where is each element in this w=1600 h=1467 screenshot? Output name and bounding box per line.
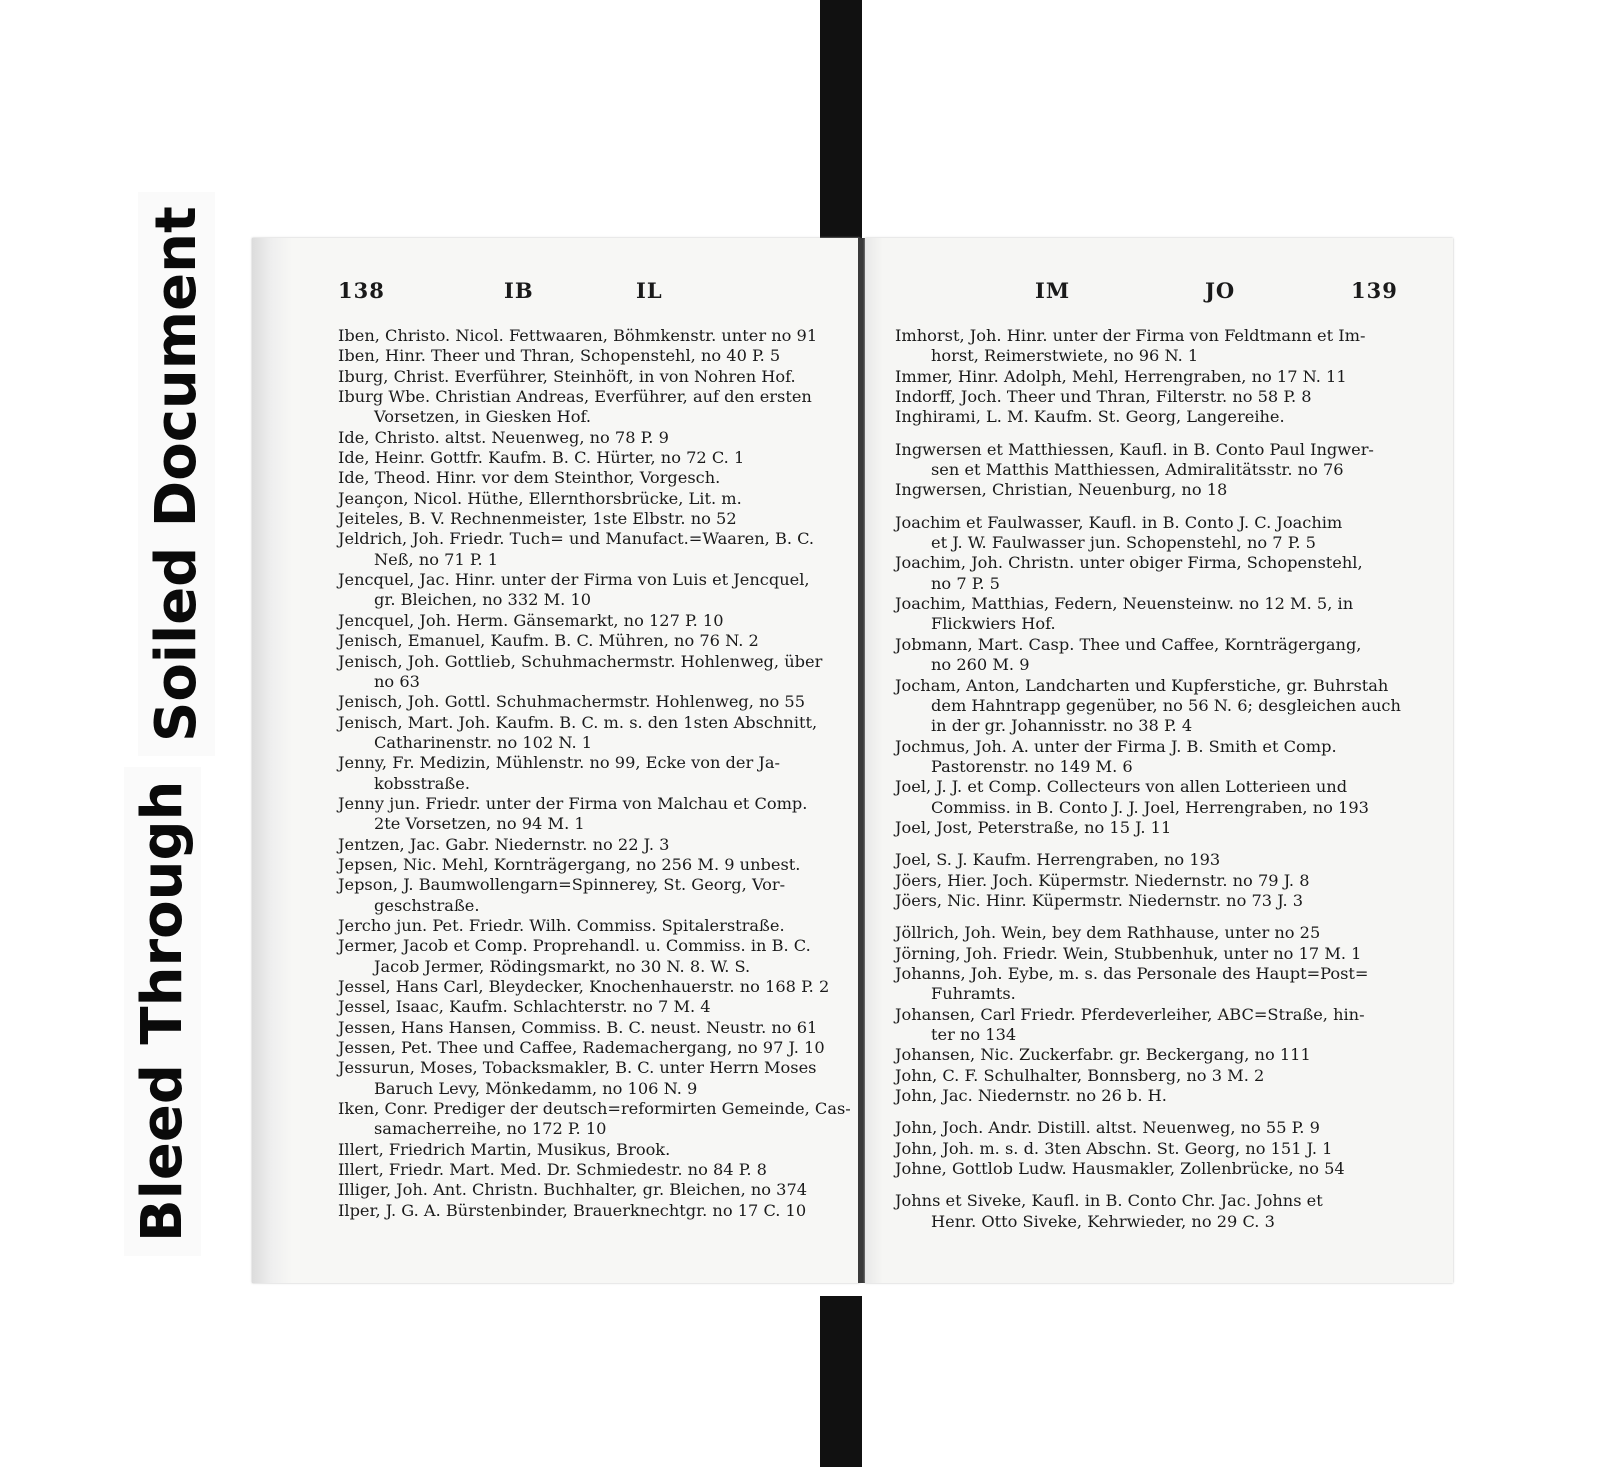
entry-gap bbox=[895, 911, 1411, 923]
entry-line: Iburg, Christ. Everführer, Steinhöft, in von Nohren Hof. bbox=[338, 366, 796, 386]
directory-entry bbox=[338, 753, 840, 794]
entry-line: Jenisch, Mart. Joh. Kaufm. B. C. m. s. den 1sten Abschnitt, bbox=[338, 712, 818, 732]
entry-line: Joel, J. J. et Comp. Collecteurs von allen Lotterieen und bbox=[895, 777, 1348, 797]
directory-entry bbox=[895, 1159, 1411, 1179]
directory-entry bbox=[895, 1191, 1411, 1232]
entry-line: Johns et Siveke, Kaufl. in B. Conto Chr. Jac. Johns et bbox=[895, 1191, 1323, 1211]
entry-line: Iburg Wbe. Christian Andreas, Everführer, auf den ersten bbox=[338, 387, 812, 407]
entry-line: Jöers, Hier. Joch. Küpermstr. Niedernstr. no 79 J. 8 bbox=[895, 870, 1310, 890]
directory-entry bbox=[338, 489, 840, 509]
directory-entry bbox=[338, 1180, 840, 1200]
entry-line: Jepson, J. Baumwollengarn=Spinnerey, St. Georg, Vor- bbox=[338, 875, 786, 895]
header-left-term: IB bbox=[504, 278, 534, 303]
directory-entry bbox=[895, 594, 1411, 635]
soiled-document-stamp: Soiled Document bbox=[138, 192, 215, 756]
entry-continuation-line: Catharinenstr. no 102 N. 1 bbox=[374, 732, 593, 752]
entry-line: Ide, Theod. Hinr. vor dem Steinthor, Vorgesch. bbox=[338, 468, 721, 488]
binding-strip-bottom bbox=[820, 1296, 862, 1467]
directory-entry bbox=[895, 1118, 1411, 1138]
entry-line: Jentzen, Jac. Gabr. Niedernstr. no 22 J. 3 bbox=[338, 834, 670, 854]
entry-line: Ilper, J. G. A. Bürstenbinder, Brauerknechtgr. no 17 C. 10 bbox=[338, 1200, 807, 1220]
left-page bbox=[252, 238, 860, 1283]
entry-line: Jenny, Fr. Medizin, Mühlenstr. no 99, Ecke von der Ja- bbox=[338, 753, 780, 773]
entry-line: Jeiteles, B. V. Rechnenmeister, 1ste Elbstr. no 52 bbox=[338, 509, 737, 529]
entry-line: Imhorst, Joh. Hinr. unter der Firma von Feldtmann et Im- bbox=[895, 326, 1366, 345]
entry-continuation-line: dem Hahntrapp gegenüber, no 56 N. 6; desgleichen auch bbox=[931, 695, 1401, 715]
entry-continuation-line: no 260 M. 9 bbox=[931, 655, 1030, 675]
directory-entry bbox=[338, 509, 840, 529]
binding-strip-top bbox=[820, 0, 862, 240]
directory-entry bbox=[338, 835, 840, 855]
entry-continuation-line: samacherreihe, no 172 P. 10 bbox=[374, 1119, 607, 1139]
entry-line: Jöllrich, Joh. Wein, bey dem Rathhause, unter no 25 bbox=[895, 923, 1321, 943]
directory-entry bbox=[338, 346, 840, 366]
entry-line: Jenisch, Joh. Gottl. Schuhmachermstr. Hohlenweg, no 55 bbox=[338, 692, 805, 712]
entry-continuation-line: in der gr. Johannisstr. no 38 P. 4 bbox=[931, 716, 1193, 736]
directory-entry bbox=[895, 818, 1411, 838]
entry-line: Johanns, Joh. Eybe, m. s. das Personale des Haupt=Post= bbox=[895, 963, 1369, 983]
entry-line: Jencquel, Joh. Herm. Gänsemarkt, no 127 P. 10 bbox=[338, 610, 724, 630]
right-page-header bbox=[865, 278, 1453, 308]
directory-entry bbox=[895, 923, 1411, 943]
entry-continuation-line: Flickwiers Hof. bbox=[931, 614, 1056, 634]
directory-entry bbox=[338, 631, 840, 651]
right-entries-list bbox=[895, 326, 1411, 1232]
entry-line: Jenisch, Emanuel, Kaufm. B. C. Mühren, no 76 N. 2 bbox=[338, 631, 759, 651]
entry-continuation-line: 2te Vorsetzen, no 94 M. 1 bbox=[374, 814, 585, 834]
entry-continuation-line: Commiss. in B. Conto J. J. Joel, Herrengraben, no 193 bbox=[931, 797, 1369, 817]
entry-continuation-line: gr. Bleichen, no 332 M. 10 bbox=[374, 590, 592, 610]
entry-gap bbox=[895, 1106, 1411, 1118]
entry-line: Ide, Christo. altst. Neuenweg, no 78 P. 9 bbox=[338, 427, 669, 447]
page-number: 138 bbox=[338, 278, 385, 303]
entry-line: Joel, Jost, Peterstraße, no 15 J. 11 bbox=[895, 817, 1172, 837]
directory-entry bbox=[338, 326, 840, 346]
directory-entry bbox=[895, 964, 1411, 1005]
entry-continuation-line: geschstraße. bbox=[374, 895, 480, 915]
entry-line: Jencquel, Jac. Hinr. unter der Firma von Luis et Jencquel, bbox=[338, 570, 810, 590]
entry-line: Immer, Hinr. Adolph, Mehl, Herrengraben, no 17 N. 11 bbox=[895, 366, 1347, 386]
page-number: 139 bbox=[1351, 278, 1398, 303]
directory-entry bbox=[895, 777, 1411, 818]
entry-line: Iben, Hinr. Theer und Thran, Schopenstehl, no 40 P. 5 bbox=[338, 346, 781, 366]
directory-entry bbox=[895, 1086, 1411, 1106]
directory-entry bbox=[895, 871, 1411, 891]
directory-entry bbox=[338, 1038, 840, 1058]
directory-entry bbox=[895, 635, 1411, 676]
directory-entry bbox=[895, 1005, 1411, 1046]
directory-entry bbox=[338, 692, 840, 712]
directory-entry bbox=[895, 367, 1411, 387]
directory-entry bbox=[338, 387, 840, 428]
entry-continuation-line: Pastorenstr. no 149 M. 6 bbox=[931, 756, 1133, 776]
entry-gap bbox=[895, 1179, 1411, 1191]
left-page-header bbox=[252, 278, 860, 308]
directory-entry bbox=[338, 794, 840, 835]
entry-continuation-line: Fuhramts. bbox=[931, 984, 1016, 1004]
bleed-through-stamp: Bleed Through bbox=[124, 767, 201, 1256]
entry-line: Johne, Gottlob Ludw. Hausmakler, Zollenbrücke, no 54 bbox=[895, 1159, 1345, 1179]
directory-entry bbox=[895, 944, 1411, 964]
entry-line: Jenny jun. Friedr. unter der Firma von Malchau et Comp. bbox=[338, 793, 808, 813]
entry-continuation-line: horst, Reimerstwiete, no 96 N. 1 bbox=[931, 346, 1199, 366]
header-left-term: IM bbox=[1035, 278, 1071, 303]
entry-continuation-line: sen et Matthis Matthiessen, Admiralitätsstr. no 76 bbox=[931, 460, 1344, 480]
right-page bbox=[865, 238, 1453, 1283]
directory-entry bbox=[338, 997, 840, 1017]
entry-line: Johansen, Nic. Zuckerfabr. gr. Beckergang, no 111 bbox=[895, 1045, 1311, 1065]
entry-line: Illert, Friedr. Mart. Med. Dr. Schmiedestr. no 84 P. 8 bbox=[338, 1160, 767, 1180]
entry-continuation-line: kobsstraße. bbox=[374, 773, 470, 793]
directory-entry bbox=[338, 713, 840, 754]
directory-entry bbox=[338, 448, 840, 468]
entry-gap bbox=[895, 428, 1411, 440]
directory-entry bbox=[338, 468, 840, 488]
directory-entry bbox=[338, 936, 840, 977]
entry-continuation-line: Jacob Jermer, Rödingsmarkt, no 30 N. 8. W. S. bbox=[374, 956, 751, 976]
entry-line: Jessel, Isaac, Kaufm. Schlachterstr. no 7 M. 4 bbox=[338, 997, 711, 1017]
entry-line: John, Joch. Andr. Distill. altst. Neuenweg, no 55 P. 9 bbox=[895, 1118, 1320, 1138]
directory-entry bbox=[338, 570, 840, 611]
entry-line: Jöers, Nic. Hinr. Küpermstr. Niedernstr. no 73 J. 3 bbox=[895, 890, 1304, 910]
entry-line: John, C. F. Schulhalter, Bonnsberg, no 3 M. 2 bbox=[895, 1065, 1265, 1085]
header-right-term: IL bbox=[636, 278, 663, 303]
header-right-term: JO bbox=[1205, 278, 1236, 303]
entry-continuation-line: Henr. Otto Siveke, Kehrwieder, no 29 C. 3 bbox=[931, 1211, 1275, 1231]
directory-entry bbox=[338, 1160, 840, 1180]
directory-entry bbox=[338, 1099, 851, 1140]
entry-line: Jessel, Hans Carl, Bleydecker, Knochenhauerstr. no 168 P. 2 bbox=[338, 977, 830, 996]
directory-entry bbox=[338, 1018, 840, 1038]
directory-entry bbox=[895, 513, 1411, 554]
entry-line: Jepsen, Nic. Mehl, Kornträgergang, no 256 M. 9 unbest. bbox=[338, 854, 801, 874]
entry-line: John, Joh. m. s. d. 3ten Abschn. St. Georg, no 151 J. 1 bbox=[895, 1138, 1333, 1158]
entry-line: Inghirami, L. M. Kaufm. St. Georg, Langereihe. bbox=[895, 407, 1285, 427]
directory-entry bbox=[895, 553, 1411, 594]
entry-line: Jenisch, Joh. Gottlieb, Schuhmachermstr. Hohlenweg, über bbox=[338, 651, 823, 671]
directory-entry bbox=[338, 529, 840, 570]
directory-entry bbox=[338, 428, 840, 448]
entry-line: Jeançon, Nicol. Hüthe, Ellernthorsbrücke, Lit. m. bbox=[338, 488, 742, 508]
directory-entry bbox=[895, 387, 1411, 407]
entry-line: Jobmann, Mart. Casp. Thee und Caffee, Kornträgergang, bbox=[895, 634, 1362, 654]
entry-continuation-line: Vorsetzen, in Giesken Hof. bbox=[374, 407, 592, 427]
entry-line: Iken, Conr. Prediger der deutsch=reformirten Gemeinde, Cas- bbox=[338, 1099, 851, 1119]
directory-entry bbox=[338, 977, 840, 997]
entry-line: Joel, S. J. Kaufm. Herrengraben, no 193 bbox=[895, 850, 1221, 870]
entry-line: Jörning, Joh. Friedr. Wein, Stubbenhuk, unter no 17 M. 1 bbox=[895, 943, 1362, 963]
entry-line: Indorff, Joch. Theer und Thran, Filterstr. no 58 P. 8 bbox=[895, 387, 1312, 407]
directory-entry bbox=[338, 1058, 840, 1099]
directory-entry bbox=[895, 326, 1411, 367]
entry-line: Jessen, Hans Hansen, Commiss. B. C. neust. Neustr. no 61 bbox=[338, 1017, 818, 1037]
entry-line: Ingwersen et Matthiessen, Kaufl. in B. Conto Paul Ingwer- bbox=[895, 439, 1374, 459]
entry-gap bbox=[895, 501, 1411, 513]
entry-line: Illert, Friedrich Martin, Musikus, Brook. bbox=[338, 1139, 671, 1159]
entry-continuation-line: Neß, no 71 P. 1 bbox=[374, 549, 499, 569]
directory-entry bbox=[895, 1139, 1411, 1159]
entry-continuation-line: no 63 bbox=[374, 671, 420, 691]
directory-entry bbox=[338, 652, 840, 693]
entry-continuation-line: et J. W. Faulwasser jun. Schopenstehl, no 7 P. 5 bbox=[931, 533, 1316, 553]
entry-line: Joachim, Matthias, Federn, Neuensteinw. no 12 M. 5, in bbox=[895, 594, 1354, 614]
directory-entry bbox=[895, 737, 1411, 778]
entry-line: Jessurun, Moses, Tobacksmakler, B. C. unter Herrn Moses bbox=[338, 1058, 817, 1078]
directory-entry bbox=[895, 850, 1411, 870]
entry-line: Jermer, Jacob et Comp. Proprehandl. u. Commiss. in B. C. bbox=[338, 936, 811, 956]
directory-entry bbox=[895, 891, 1411, 911]
directory-entry bbox=[338, 875, 840, 916]
entry-line: Jocham, Anton, Landcharten und Kupferstiche, gr. Buhrstah bbox=[895, 675, 1389, 695]
directory-entry bbox=[895, 440, 1411, 481]
directory-entry bbox=[338, 367, 840, 387]
entry-line: Jessen, Pet. Thee und Caffee, Rademachergang, no 97 J. 10 bbox=[338, 1038, 825, 1058]
directory-entry bbox=[338, 916, 840, 936]
entry-line: Jercho jun. Pet. Friedr. Wilh. Commiss. Spitalerstraße. bbox=[338, 915, 785, 935]
directory-entry bbox=[338, 1201, 840, 1221]
directory-entry bbox=[338, 855, 840, 875]
entry-line: Johansen, Carl Friedr. Pferdeverleiher, ABC=Straße, hin- bbox=[895, 1004, 1365, 1024]
entry-continuation-line: Baruch Levy, Mönkedamm, no 106 N. 9 bbox=[374, 1078, 698, 1098]
entry-line: Joachim et Faulwasser, Kaufl. in B. Conto J. C. Joachim bbox=[895, 512, 1343, 532]
directory-entry bbox=[338, 1140, 840, 1160]
left-entries-list bbox=[338, 326, 851, 1221]
entry-line: Ingwersen, Christian, Neuenburg, no 18 bbox=[895, 480, 1228, 500]
entry-line: Iben, Christo. Nicol. Fettwaaren, Böhmkenstr. unter no 91 bbox=[338, 326, 818, 345]
directory-entry bbox=[895, 480, 1411, 500]
directory-entry bbox=[895, 1045, 1411, 1065]
entry-line: John, Jac. Niedernstr. no 26 b. H. bbox=[895, 1086, 1167, 1106]
entry-continuation-line: ter no 134 bbox=[931, 1025, 1017, 1044]
directory-entry bbox=[895, 1066, 1411, 1086]
entry-line: Illiger, Joh. Ant. Christn. Buchhalter, gr. Bleichen, no 374 bbox=[338, 1180, 808, 1200]
directory-entry bbox=[895, 676, 1411, 737]
entry-line: Joachim, Joh. Christn. unter obiger Firma, Schopenstehl, bbox=[895, 553, 1363, 573]
entry-continuation-line: no 7 P. 5 bbox=[931, 573, 1000, 593]
entry-line: Jeldrich, Joh. Friedr. Tuch= und Manufact.=Waaren, B. C. bbox=[338, 529, 815, 549]
directory-entry bbox=[338, 611, 840, 631]
entry-gap bbox=[895, 838, 1411, 850]
entry-line: Jochmus, Joh. A. unter der Firma J. B. Smith et Comp. bbox=[895, 736, 1337, 756]
directory-entry bbox=[895, 407, 1411, 427]
entry-line: Ide, Heinr. Gottfr. Kaufm. B. C. Hürter, no 72 C. 1 bbox=[338, 448, 745, 468]
